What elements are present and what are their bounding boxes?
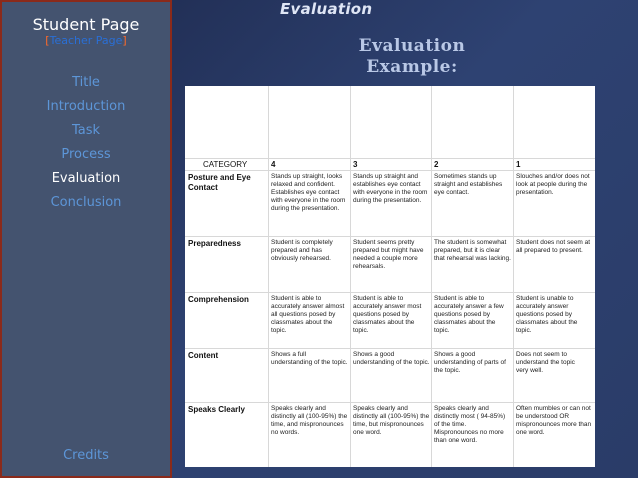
table-cell: Student is able to accurately answer most questions posed by classmates about the topic. (353, 295, 422, 334)
nav-item-introduction[interactable]: Introduction (46, 99, 126, 114)
nav-item-evaluation[interactable]: Evaluation (51, 171, 121, 186)
main-content (172, 0, 638, 478)
header-score-3: 3 (353, 160, 358, 169)
table-cell: Shows a good understanding of parts of the topic. (434, 351, 506, 374)
bracket-open: [ (45, 34, 50, 47)
grid-line (431, 86, 432, 467)
grid-line (185, 170, 595, 171)
table-cell: Student is completely prepared and has obviously rehearsed. (271, 239, 333, 262)
row-label: Preparedness (188, 239, 241, 248)
page-heading (337, 36, 487, 78)
table-cell: The student is somewhat prepared, but it is clear that rehearsal was lacking. (434, 239, 511, 262)
table-cell: Speaks clearly and distinctly most ( 94-85%) of the time. Mispronounces no more than one word. (434, 405, 506, 444)
grid-line (350, 86, 351, 467)
table-cell: Often mumbles or can not be understood OR mispronounces more than one word. (516, 405, 592, 436)
table-cell: Shows a good understanding of the topic. (353, 351, 430, 366)
grid-line (185, 292, 595, 293)
teacher-page-line (2, 34, 170, 47)
grid-line (185, 402, 595, 403)
grid-line (185, 158, 595, 159)
table-cell: Does not seem to understand the topic very well. (516, 351, 575, 374)
table-cell: Shows a full understanding of the topic. (271, 351, 348, 366)
header-score-4: 4 (271, 160, 276, 169)
grid-line (185, 236, 595, 237)
header-score-2: 2 (434, 160, 439, 169)
grid-line (268, 86, 269, 467)
header-score-1: 1 (516, 160, 521, 169)
row-label: Posture and Eye Contact (188, 173, 251, 192)
nav-item-credits[interactable]: Credits (63, 448, 109, 463)
heading-line-2: Example: (366, 57, 458, 77)
table-cell: Speaks clearly and distinctly all (100-95%) the time, and mispronounces no words. (271, 405, 348, 436)
student-page-title: Student Page (32, 15, 140, 34)
nav-item-process[interactable]: Process (61, 147, 111, 162)
table-cell: Student is unable to accurately answer questions posed by classmates about the topic. (516, 295, 578, 334)
row-label: Content (188, 351, 219, 360)
table-cell: Student does not seem at all prepared to present. (516, 239, 591, 254)
table-cell: Stands up straight and establishes eye contact with everyone in the room during the presentation. (353, 173, 428, 204)
header-category: CATEGORY (203, 160, 248, 169)
row-label: Comprehension (188, 295, 249, 304)
table-cell: Student is able to accurately answer a few questions posed by classmates about the topic. (434, 295, 504, 334)
table-cell: Slouches and/or does not look at people during the presentation. (516, 173, 590, 196)
table-cell: Student is able to accurately answer almost all questions posed by classmates about the topic. (271, 295, 345, 334)
nav-item-task[interactable]: Task (71, 123, 101, 138)
heading-line-1: Evaluation (358, 36, 466, 56)
rubric-table (185, 86, 595, 467)
sidebar (0, 0, 172, 478)
grid-line (185, 348, 595, 349)
nav-item-title[interactable]: Title (72, 75, 100, 90)
table-cell: Speaks clearly and distinctly all (100-95%) the time, but mispronounces one word. (353, 405, 430, 436)
row-label: Speaks Clearly (188, 405, 245, 414)
teacher-page-link[interactable]: Teacher Page (49, 34, 123, 47)
top-title: Evaluation (280, 0, 373, 18)
nav-item-conclusion[interactable]: Conclusion (50, 195, 122, 210)
grid-line (513, 86, 514, 467)
table-cell: Student seems pretty prepared but might have needed a couple more rehearsals. (353, 239, 424, 270)
table-cell: Stands up straight, looks relaxed and confident. Establishes eye contact with everyone in the room during the presentation. (271, 173, 346, 212)
bracket-close: ] (122, 34, 127, 47)
table-cell: Sometimes stands up straight and establishes eye contact. (434, 173, 503, 196)
